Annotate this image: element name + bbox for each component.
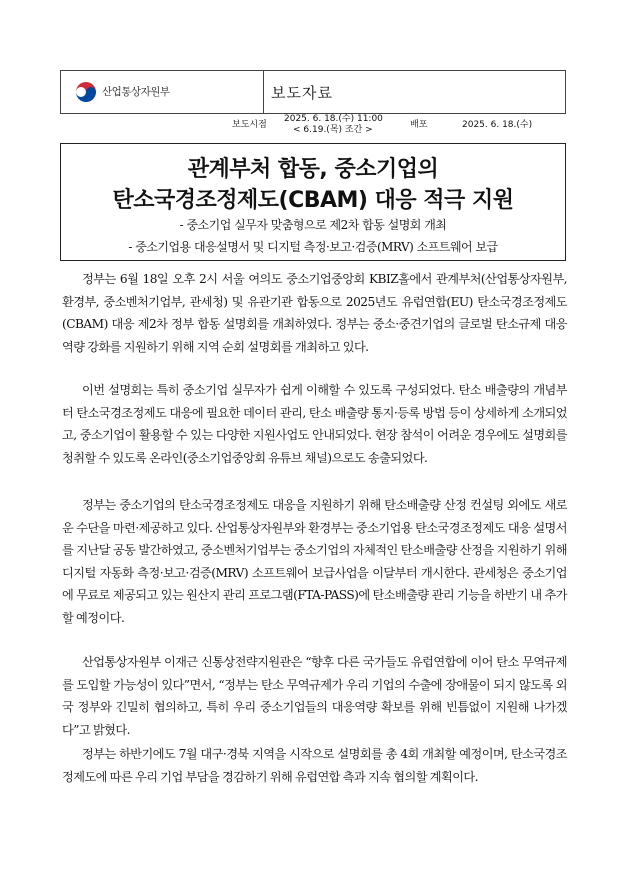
ministry-name: 산업통상자원부 [102, 86, 170, 98]
header-divider [263, 71, 264, 113]
press-header [60, 70, 566, 114]
distribution-label: 배포 [410, 120, 428, 130]
body-paragraph-1: 정부는 6월 18일 오후 2시 서울 여의도 중소기업중앙회 KBIZ홀에서 관계부처(산업통상자원부, 환경부, 중소벤처기업부, 관세청) 및 유관기관 합동으로 2025년도 유럽연합(EU) 탄소국경조정제도(CBAM) 대응 제2차 정부 합동 설명회를 개최하였다. 정부는 중소·중견기업의 글로벌 탄소규제 대응역량 강화를 지원하기 위해 지역 순회 설명회를 개최하고 있다. [62, 272, 567, 354]
body-paragraph-4: 산업통상자원부 이재근 신통상전략지원관은 “향후 다른 국가들도 유럽연합에 이어 탄소 무역규제를 도입할 가능성이 있다”면서, “정부는 탄소 무역규제가 우리 기업의 수출에 장애물이 되지 않도록 외국 정부와 긴밀히 협의하고, 특히 우리 중소기업들의 대응역량 확보를 위해 빈틈없이 지원해 나가겠다”고 밝혔다. [62, 655, 567, 737]
headline-line-1: 관계부처 합동, 중소기업의 [187, 157, 439, 182]
ministry-logo-icon [75, 81, 97, 103]
press-release-label: 보도자료 [271, 84, 333, 102]
subheadline-2: - 중소기업용 대응설명서 및 디지털 측정·보고·검증(MRV) 소프트웨어 보급 [128, 240, 498, 254]
subheadline-1: - 중소기업 실무자 맞춤형으로 제2차 합동 설명회 개최 [179, 218, 447, 232]
embargo-label: 보도시점 [232, 120, 267, 130]
embargo-time: 2025. 6. 18.(수) 11:00 [284, 114, 383, 124]
embargo-newspaper: < 6.19.(목) 조간 > [293, 125, 373, 135]
headline-line-2: 탄소국경조정제도(CBAM) 대응 적극 지원 [112, 188, 514, 213]
title-box [60, 143, 566, 261]
body-paragraph-5: 정부는 하반기에도 7월 대구·경북 지역을 시작으로 설명회를 총 4회 개최할 예정이며, 탄소국경조정제도에 따른 우리 기업 부담을 경감하기 위해 유럽연합 측과 지속 협의할 계획이다. [62, 747, 567, 784]
body-paragraph-2: 이번 설명회는 특히 중소기업 실무자가 쉽게 이해할 수 있도록 구성되었다. 탄소 배출량의 개념부터 탄소국경조정제도 대응에 필요한 데이터 관리, 탄소 배출량 통지·등록 방법 등이 상세하게 소개되었고, 중소기업이 활용할 수 있는 다양한 지원사업도 안내되었다. 현장 참석이 어려운 경우에도 설명회를 청취할 수 있도록 온라인(중소기업중앙회 유튜브 채널)으로도 송출되었다. [62, 383, 567, 465]
body-paragraph-3: 정부는 중소기업의 탄소국경조정제도 대응을 지원하기 위해 탄소배출량 산정 컨설팅 외에도 새로운 수단을 마련·제공하고 있다. 산업통상자원부와 환경부는 중소기업용 탄소국경조정제도 대응 설명서를 지난달 공동 발간하였고, 중소벤처기업부는 중소기업의 자체적인 탄소배출량 산정을 지원하기 위해 디지털 자동화 측정·보고·검증(MRV) 소프트웨어 보급사업을 이달부터 개시한다. 관세청은 중소기업에 무료로 제공되고 있는 원산지 관리 프로그램(FTA-PASS)에 탄소배출량 관리 기능을 하반기 내 추가할 예정이다. [62, 498, 567, 625]
distribution-date: 2025. 6. 18.(수) [462, 120, 533, 130]
